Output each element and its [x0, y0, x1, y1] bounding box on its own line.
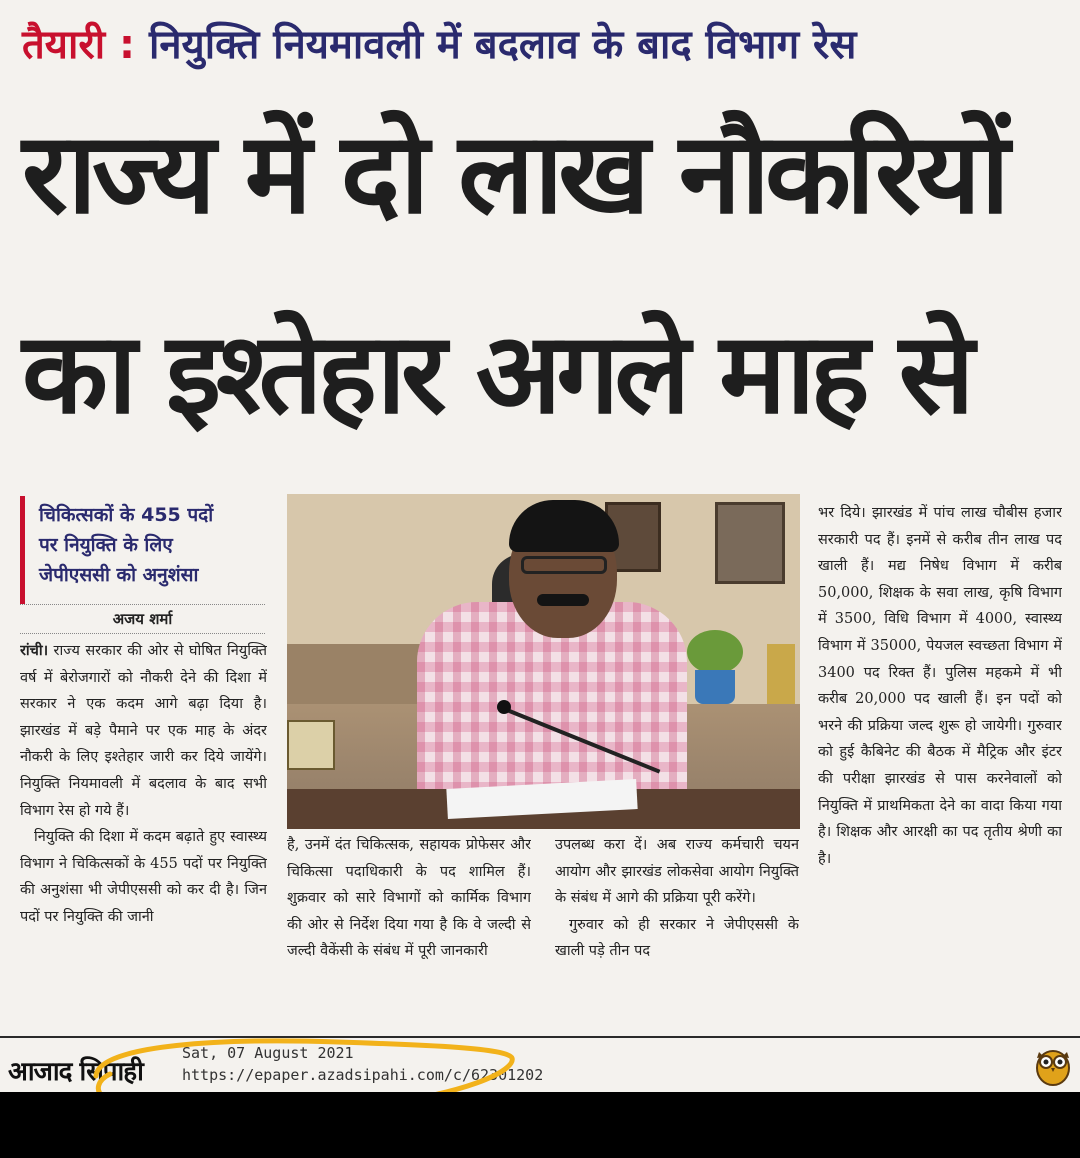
column-1-paragraph-2: नियुक्ति की दिशा में कदम बढ़ाते हुए स्वास्थ्य विभाग ने चिकित्सकों के 455 पदों पर नियुक्ति की अनुशंसा भी जेपीएससी को कर दी है। जिन पदों पर नियुक्ति की जानी [20, 829, 267, 925]
kicker-line [22, 14, 1062, 76]
epaper-url[interactable]: https://epaper.azadsipahi.com/c/62301202 [182, 1066, 544, 1084]
sidebox-line-2: पर नियुक्ति के लिए [39, 534, 173, 556]
headline-line-2: का इश्तेहार अगले माह से [22, 309, 970, 439]
headline-line-1: राज्य में दो लाख नौकरियों [22, 109, 1005, 239]
article-column-4 [818, 500, 1062, 1030]
column-1-paragraph-1: राज्य सरकार की ओर से घोषित नियुक्ति वर्ष में बेरोजगारों को नौकरी देने की दिशा में सरकार ने एक कदम आगे बढ़ा दिया है। झारखंड में बड़े पैमाने पर एक माह के अंदर नौकरी के लिए इश्तेहार जारी कर दिये जायेंगे। नियुक्ति नियमावली में बदलाव के बाद सभी विभाग रेस हो गये हैं। [20, 643, 267, 819]
newspaper-brand: आजाद सिपाही [8, 1057, 143, 1087]
sidebox-line-3: जेपीएससी को अनुशंसा [39, 564, 199, 586]
kicker-tag: तैयारी : [22, 22, 136, 68]
column-4-paragraph-1: भर दिये। झारखंड में पांच लाख चौबीस हजार सरकारी पद हैं। इनमें से करीब तीन लाख पद खाली हैं। मद्य निषेध विभाग में करीब 50,000, शिक्षक के सवा लाख, कृषि विभाग में 3500, विधि विभाग में 4000, स्वास्थ्य विभाग में 35000, पेयजल स्वच्छता विभाग में 3400 पद रिक्त हैं। पुलिस महकमे में भी करीब 20,000 पद खाली हैं। इन पदों को भरने की प्रक्रिया जल्द शुरू हो जायेगी। गुरुवार को हुई कैबिनेट की बैठक में मैट्रिक और इंटर की परीक्षा झारखंड से पास करनेवालों को नियुक्ति में प्राथमिकता देने का वादा किया गया है। शिक्षक और आरक्षी का पद तृतीय श्रेणी का है। [818, 505, 1062, 867]
owl-icon [1034, 1044, 1072, 1086]
footer-bar [0, 1036, 1080, 1092]
column-3-paragraph-1: उपलब्ध करा दें। अब राज्य कर्मचारी चयन आयोग और झारखंड लोकसेवा आयोग नियुक्ति के संबंध में आगे की प्रक्रिया पूरी करेंगे। [555, 837, 799, 907]
article-column-3 [555, 832, 799, 1032]
dateline: रांची। [20, 642, 49, 659]
publish-date: Sat, 07 August 2021 [182, 1044, 354, 1062]
byline: अजय शर्मा [20, 604, 265, 634]
kicker-text: नियुक्ति नियमावली में बदलाव के बाद विभाग रेस [148, 22, 857, 68]
screen-bottom-bar [0, 1092, 1080, 1158]
news-photo [287, 494, 800, 829]
sidebox-summary [20, 496, 265, 604]
column-2-paragraph-1: है, उनमें दंत चिकित्सक, सहायक प्रोफेसर और चिकित्सा पदाधिकारी के पद शामिल हैं। शुक्रवार को सारे विभागों को कार्मिक विभाग की ओर से निर्देश दिया गया है कि वे जल्दी से जल्दी वैकेंसी के संबंध में पूरी जानकारी [287, 837, 531, 960]
article-column-2 [287, 832, 531, 1032]
article-column-1 [20, 638, 267, 1030]
sidebox-line-1: चिकित्सकों के 455 पदों [39, 504, 214, 526]
column-3-paragraph-2: गुरुवार को ही सरकार ने जेपीएससी के खाली पड़े तीन पद [555, 916, 799, 960]
